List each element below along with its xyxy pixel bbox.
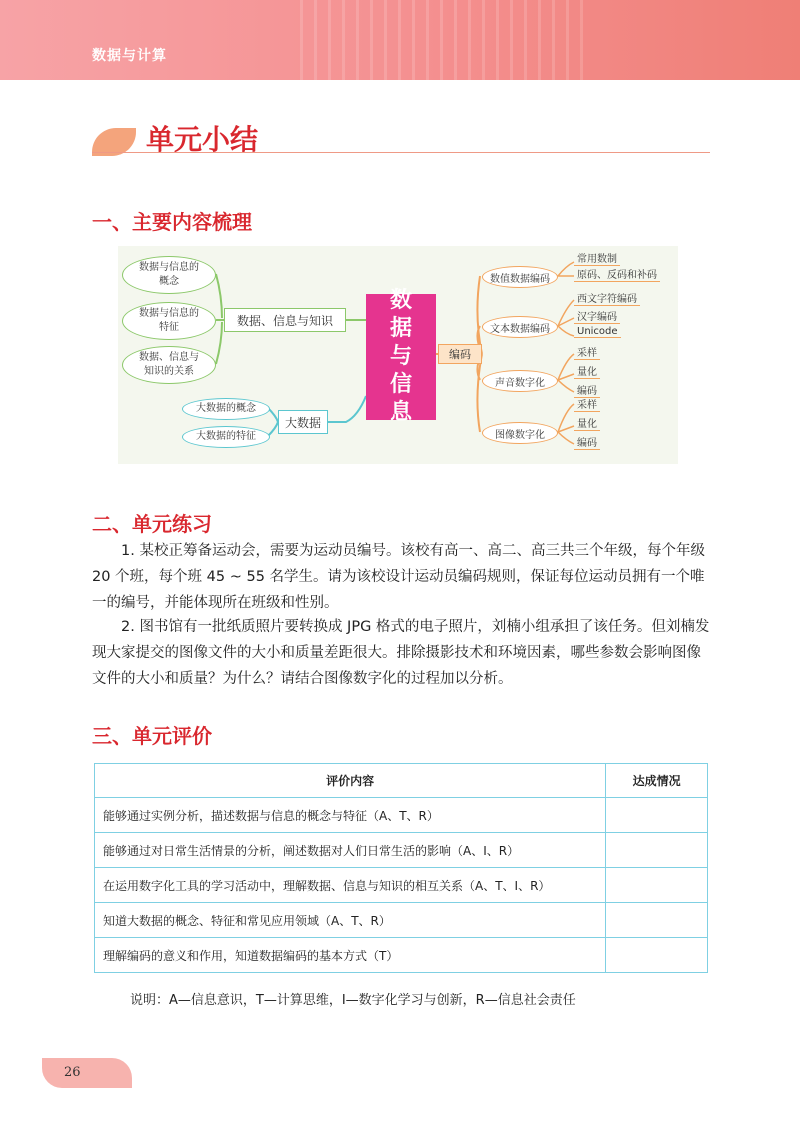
- eval-item: 理解编码的意义和作用，知道数据编码的基本方式（T）: [95, 938, 606, 973]
- mm-item-bigdata-concept: [182, 398, 270, 420]
- mm-leaf: 量化: [574, 363, 600, 379]
- mm-center-char: 据: [389, 316, 412, 341]
- mm-item-bigdata-features-label: 大数据的特征: [196, 431, 256, 442]
- mm-center-char: 与: [389, 344, 412, 369]
- page-header: [0, 0, 800, 80]
- mm-center-char: 信: [389, 372, 412, 397]
- header-status: 达成情况: [606, 764, 708, 798]
- exercise-1: 1. 某校正筹备运动会，需要为运动员编号。该校有高一、高二、高三共三个年级，每个年级 20 个班，每个班 45 ~ 55 名学生。请为该校设计运动员编码规则，保证每位运动员拥有一个唯一的编号，并能体现所在班级和性别。: [92, 543, 705, 611]
- mm-leaf: 常用数制: [574, 250, 620, 266]
- table-row: [95, 798, 708, 833]
- mm-item-concept: [122, 256, 216, 294]
- header-title: 数据与计算: [92, 48, 167, 64]
- evaluation-table: [94, 763, 708, 973]
- mm-branch-sound: 声音数字化: [482, 370, 558, 392]
- mm-item-relation-label: 数据、信息与 知识的关系: [139, 352, 199, 377]
- mm-leaf: 采样: [574, 396, 600, 412]
- mm-item-features-label: 数据与信息的 特征: [139, 308, 199, 333]
- mm-center-node: [366, 288, 436, 425]
- mm-leaf: 编码: [574, 382, 600, 398]
- unit-title-rule: [92, 152, 710, 153]
- table-header-row: [95, 764, 708, 798]
- mm-node-encoding: 编码: [438, 344, 482, 364]
- mm-branch-numeric: 数值数据编码: [482, 266, 558, 288]
- table-row: [95, 938, 708, 973]
- evaluation-note: 说明：A—信息意识，T—计算思维，I—数字化学习与创新，R—信息社会责任: [130, 993, 576, 1008]
- mm-item-bigdata-concept-label: 大数据的概念: [196, 403, 256, 414]
- mm-branch-text: 文本数据编码: [482, 316, 558, 338]
- eval-item: 在运用数字化工具的学习活动中，理解数据、信息与知识的相互关系（A、T、I、R）: [95, 868, 606, 903]
- mm-leaf: Unicode: [574, 326, 621, 338]
- section-title-evaluation: 三、单元评价: [92, 724, 212, 748]
- mm-leaf: 采样: [574, 344, 600, 360]
- eval-status-cell[interactable]: [606, 798, 708, 833]
- mm-center-char: 数: [389, 288, 412, 313]
- header-decoration: [300, 0, 590, 80]
- eval-status-cell[interactable]: [606, 833, 708, 868]
- header-content: 评价内容: [95, 764, 606, 798]
- table-row: [95, 833, 708, 868]
- unit-title: 单元小结: [146, 123, 259, 156]
- page-number-tab: [42, 1058, 132, 1088]
- mm-branch-image: 图像数字化: [482, 422, 558, 444]
- eval-item: 知道大数据的概念、特征和常见应用领域（A、T、R）: [95, 903, 606, 938]
- mm-node-bigdata: 大数据: [278, 410, 328, 434]
- eval-status-cell[interactable]: [606, 938, 708, 973]
- table-row: [95, 903, 708, 938]
- mm-node-data-info-knowledge: 数据、信息与知识: [224, 308, 346, 332]
- mm-leaf: 原码、反码和补码: [574, 266, 660, 282]
- mm-item-concept-label: 数据与信息的 概念: [139, 262, 199, 287]
- mm-leaf: 汉字编码: [574, 308, 620, 324]
- exercise-2: 2. 图书馆有一批纸质照片要转换成 JPG 格式的电子照片，刘楠小组承担了该任务。但刘楠发现大家提交的图像文件的大小和质量差距很大。排除摄影技术和环境因素，哪些参数会影响图像文件的大小和质量？为什么？请结合图像数字化的过程加以分析。: [92, 619, 710, 687]
- eval-item: 能够通过对日常生活情景的分析，阐述数据对人们日常生活的影响（A、I、R）: [95, 833, 606, 868]
- mm-item-relation: [122, 346, 216, 384]
- eval-status-cell[interactable]: [606, 903, 708, 938]
- mm-leaf: 编码: [574, 434, 600, 450]
- eval-status-cell[interactable]: [606, 868, 708, 903]
- mm-leaf: 量化: [574, 415, 600, 431]
- mm-center-char: 息: [389, 400, 412, 425]
- section-title-exercises: 二、单元练习: [92, 512, 212, 536]
- table-row: [95, 868, 708, 903]
- page-number: 26: [64, 1065, 81, 1080]
- mm-leaf: 西文字符编码: [574, 290, 640, 306]
- section-title-summary: 一、主要内容梳理: [92, 210, 252, 234]
- mm-item-bigdata-features: [182, 426, 270, 448]
- eval-item: 能够通过实例分析，描述数据与信息的概念与特征（A、T、R）: [95, 798, 606, 833]
- mind-map: [118, 246, 678, 464]
- mm-item-features: [122, 302, 216, 340]
